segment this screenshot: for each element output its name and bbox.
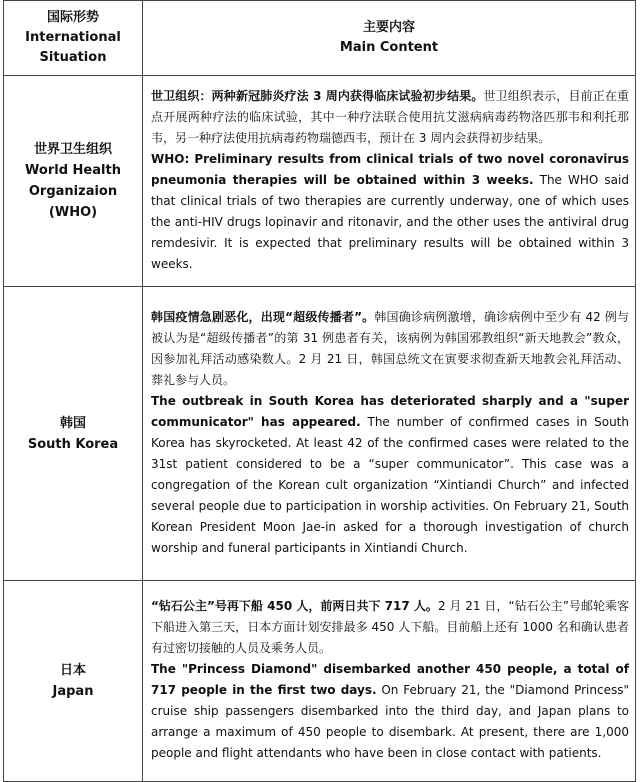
content-cell — [143, 76, 636, 287]
region-name-en-line1: World Health — [25, 163, 121, 178]
zh-headline: 韩国疫情急剧恶化，出现“超级传播者”。 — [151, 309, 375, 324]
zh-body: 世卫组织表示，目前正在重点开展两种疗法的临床试验，其中一种疗法联合使用抗艾滋病病毒药物洛匹那韦和利托那韦，另一种疗法使用抗病毒药物瑞德西韦，预计在 3 周内会获得初步结果。 — [151, 88, 629, 145]
region-cell — [4, 76, 143, 287]
region-name-en-line3: (WHO) — [48, 205, 98, 220]
region-name-zh: 世界卫生组织 — [33, 142, 112, 157]
en-paragraph — [151, 659, 629, 764]
situation-table — [3, 0, 636, 782]
zh-headline: “钻石公主”号再下船 450 人，前两日共下 717 人。 — [151, 599, 438, 613]
header-situation-en-line1: International — [25, 30, 121, 45]
en-body: On February 21, the "Diamond Princess" cruise ship passengers disembarked into the third day, and Japan plans to arrange a maximum of 450 people to disembark. At present, there are 1,000 people and flight attendants who have been in close contact with patients. — [151, 683, 629, 760]
zh-paragraph — [151, 596, 629, 659]
table-row-japan — [4, 581, 636, 782]
en-headline: The outbreak in South Korea has deteriorated sharply and a "super communicator" has appeared. — [151, 393, 629, 429]
content-cell — [143, 287, 636, 581]
region-name-en-line2: Organizaion — [28, 184, 118, 199]
zh-body: 韩国确诊病例激增，确诊病例中至少有 42 例与被认为是“超级传播者”的第 31 例患者有关，该病例为韩国邪教组织“新天地教会”教众，因参加礼拜活动感染数人。2 月 21 日，韩国总统文在寅要求彻查新天地教会礼拜活动、葬礼参与人员。 — [151, 309, 629, 387]
table-row-who — [4, 76, 636, 287]
en-headline: The "Princess Diamond" disembarked another 450 people, a total of 717 people in the first two days. — [151, 662, 629, 697]
table-row-south-korea — [4, 287, 636, 581]
region-name-zh: 日本 — [59, 663, 86, 678]
header-situation-en-line2: Situation — [39, 50, 107, 65]
en-headline: WHO: Preliminary results from clinical trials of two novel coronavirus pneumonia therapies will be obtained within 3 weeks. — [151, 151, 629, 187]
region-cell — [4, 581, 143, 782]
zh-headline: 世卫组织：两种新冠肺炎疗法 3 周内获得临床试验初步结果。 — [151, 88, 484, 103]
en-body: The number of confirmed cases in South Korea has skyrocketed. At least 42 of the confirmed cases were related to the 31st patient considered to be a “super communicator”. This case was a congregation of the Korean cult organization “Xintiandi Church” and infected several people due to participation in worship activities. On February 21, South Korean President Moon Jae-in asked for a thorough investigation of church worship and funeral participants in Xintiandi Church. — [151, 414, 629, 555]
header-situation-zh: 国际形势 — [46, 10, 99, 25]
zh-body: 2 月 21 日，“钻石公主”号邮轮乘客下船进入第三天，日本方面计划安排最多 450 人下船。目前船上还有 1000 名和确认患者有过密切接触的人员及乘务人员。 — [151, 599, 629, 655]
header-situation-cell — [4, 1, 143, 76]
region-name-en-line1: South Korea — [27, 436, 119, 452]
header-content-cell — [143, 1, 636, 76]
header-content-en: Main Content — [339, 40, 439, 55]
en-body: The WHO said that clinical trials of two therapies are currently underway, one of which uses the anti-HIV drugs lopinavir and ritonavir, and the other uses the antiviral drug remdesivir. It is expected that preliminary results will be obtained within 3 weeks. — [151, 172, 629, 271]
en-paragraph — [151, 391, 629, 559]
zh-paragraph — [151, 86, 629, 149]
header-content-zh: 主要内容 — [362, 20, 415, 35]
table-header-row — [4, 1, 636, 76]
region-cell — [4, 287, 143, 581]
zh-paragraph — [151, 307, 629, 391]
region-name-zh: 韩国 — [59, 415, 86, 431]
content-cell — [143, 581, 636, 782]
region-name-en-line1: Japan — [52, 684, 94, 699]
en-paragraph — [151, 149, 629, 275]
